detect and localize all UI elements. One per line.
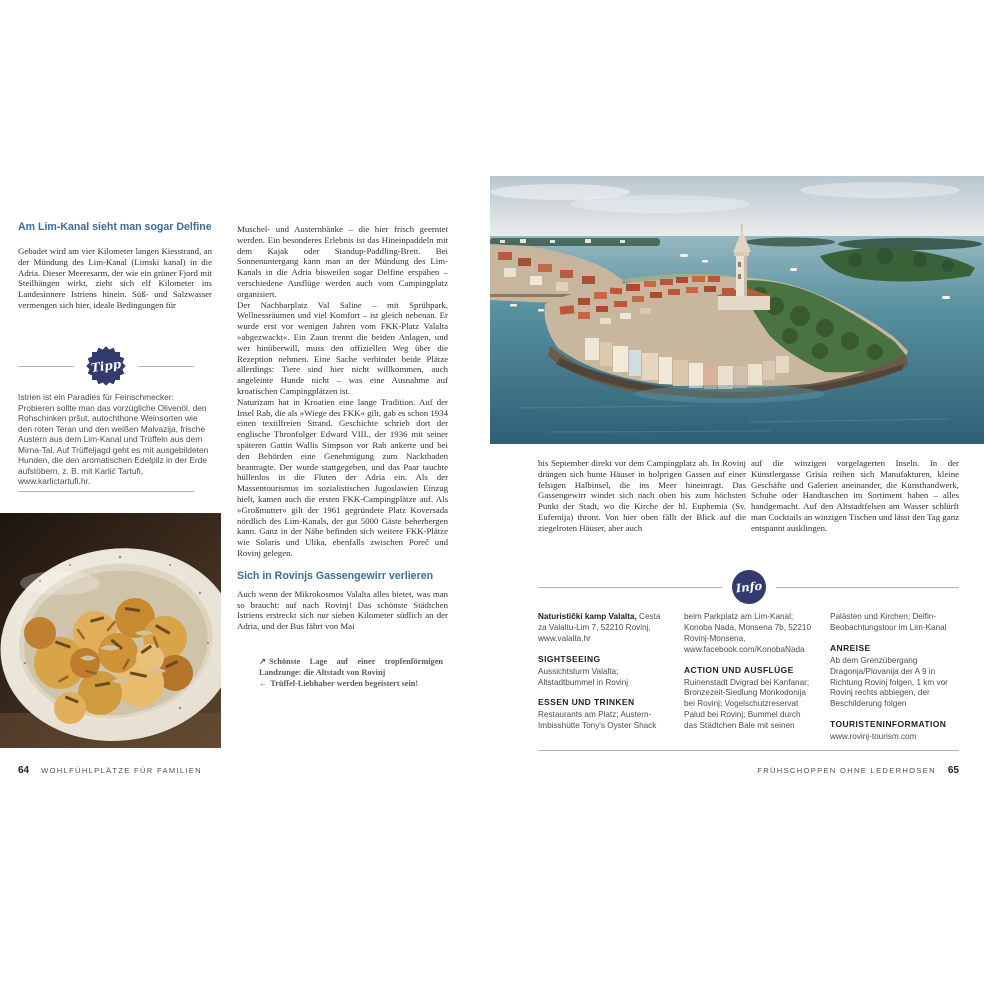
info-rule-left	[538, 587, 722, 588]
info-column-1	[538, 612, 666, 743]
info-rule-right	[776, 587, 960, 588]
body-paragraph: Auch wenn der Mikrokosmos Valalta alles bietet, was man so braucht: auf nach Rovinj! Das schönste Städtchen Istriens erstreckt sich nur sieben Kilometer südlich an der Adria, und der Bus fährt von Mai	[237, 588, 448, 632]
info-column-3	[830, 612, 958, 743]
intro-paragraph: Gebadet wird am vier Kilometer langen Kiesstrand, an der Mündung des Lim-Kanal (Limski kanal) in die Adria. Dieser Meeresarm, der wie ein grüner Fjord mit Steilhängen wirkt, zieht sich elf Kilometer ins Landesinnere Istriens hinein. Süß- und Salzwasser vermengen sich hier, ideale Bedingungen für	[18, 246, 212, 310]
running-title-left: WOHLFÜHLPLÄTZE FÜR FAMILIEN	[41, 766, 202, 775]
right-column-2: auf die winzigen vorgelagerten Inseln. In der Künstlergasse Grisia reihen sich Manufakturen, kleine Geschäfte und Galerien aneinander, die Kunsthandwerk, Schuhe oder Handtaschen im Sortiment haben – alles handgemacht. Auf den Altstadtfelsen am Wasser schlürft man Cocktails an winzigen Tischen und lässt den Tag ganz entspannt ausklingen.	[751, 458, 959, 533]
info-badge	[730, 568, 767, 605]
tip-rule-right	[138, 366, 194, 367]
page-number-right: 65	[947, 765, 959, 776]
info-badge-label: Info	[734, 578, 763, 596]
info-body-touristeninformation: www.rovinj-tourism.com	[830, 732, 917, 742]
section-heading-rovinj: Sich in Rovinjs Gassengewirr verlieren	[237, 569, 434, 582]
arrow-up-right-icon: ↗	[259, 656, 266, 666]
info-heading-essen: ESSEN UND TRINKEN	[538, 697, 635, 708]
info-body-action-cont: Palästen und Kirchen; Delfin-Beobachtungstour im Lim-Kanal	[830, 612, 947, 632]
footer-left	[18, 765, 202, 776]
info-body-anreise: Ab dem Grenzübergang Dragonja/Plovanija der A 9 in Richtung Rovinj folgen, 1 km vor Rovinj rechts abbiegen, der Beschilderung folgen	[830, 655, 948, 709]
footer-right	[538, 765, 959, 776]
camp-name: Naturistički kamp Valalta,	[538, 612, 637, 621]
info-body-essen-cont: beim Parkplatz am Lim-Kanal; Konoba Nada, Monsena 7b, 52210 Rovinj-Monsena, www.facebook.com/KonobaNada	[684, 612, 812, 654]
right-column-1: bis September direkt vor dem Campingplatz ab. In Rovinj drängen sich bunte Häuser in holprigen Gassen auf einer felsigen Halbinsel, die ins Meer hineinragt. Das Gassengewirr windet sich nach oben bis zum höchsten Punkt der Stadt, wo die Kirche der hl. Euphemia (Sv. Eufemija) thront. Von hier oben fällt der Blick auf die ziegelroten Häuser, aber auch	[538, 458, 746, 533]
caption-truffle: ← Trüffel-Liebhaber werden begeistert sein!	[259, 679, 419, 689]
arrow-left-icon: ←	[259, 679, 268, 689]
body-paragraph: Muschel- und Austernbänke – die hier frisch geerntet werden. Ein besonderes Erlebnis ist das Hineinpaddeln mit dem Kajak oder Standup-Paddling-Brett. Bei Sonnenuntergang kann man an der Mündung des Lim-Kanals in die Adria bisweilen sogar Delfine erspähen – verschiedene Ausflüge werden auch vom Campingplatz organisiert.	[237, 224, 448, 299]
info-column-2	[684, 612, 812, 743]
rovinj-aerial-photo	[490, 176, 984, 444]
info-heading-anreise: ANREISE	[830, 642, 871, 653]
info-body-sightseeing: Aussichtsturm Valalta; Altstadtbummel in Rovinj	[538, 666, 629, 687]
tip-header	[18, 344, 194, 388]
tip-text: Istrien ist ein Paradies für Feinschmecker: Probieren sollte man das vorzügliche Olivenöl, den Rohschinken pršut, autochthone Weinsorten wie den roten Teran und den weißen Malvazija, frische Austern aus dem Lim-Kanal und Trüffeln aus dem Mirna-Tal. Auf Trüffeljagd geht es mit ausgebildeten Hunden, die den aromatischen Edelpilz in der Erde aufstöbern, z. B. mit Karlić Tartufi, www.karlictartufi.hr.	[18, 392, 209, 486]
body-paragraph: Der Nachbarplatz Val Saline – mit Sprühpark, Wellnessräumen und viel Komfort – ist gleich nebenan. Er wurde erst vor wenigen Jahren vom FKK-Platz Valalta »abgezwackt«. Ein Zaun trennt die beiden Anlagen, und wer hinüberwill, muss den offiziellen Weg über die Rezeption nehmen. Eine Sache verbindet beide Plätze allerdings: Tiere sind hier nicht willkommen, auch angeleinte Hunde nicht – was eine Ausnahme auf kroatischen Campingplätzen ist.	[237, 299, 448, 396]
info-rule-bottom	[538, 750, 959, 751]
tip-badge-label: Tipp	[90, 356, 122, 376]
body-paragraph: Naturizam hat in Kroatien eine lange Tradition. Auf der Insel Rab, die als »Wiege des FKK« gilt, gab es schon 1934 einen textilfreien Strand. Geschichte schrieb dort der englische Thronfolger Edward VIII., der 1936 mit seiner späteren Gattin Wallis Simpson vor Rab ankerte und bei den Behörden eine Genehmigung zum Nacktbaden beantragte. Der wurde stattgegeben, und das Paar tauchte hüllenlos in die Fluten der Adria ein. Als der Massentourismus im sozialistischen Jugoslawien Einzug hielt, kamen auch die ersten FKK-Campingplätze auf. Als »Großmutter« gilt der 1961 gegründete Platz Koversada nördlich des Lim-Kanals, der gut 5000 Gäste beherbergen kann. Ganz in der Nähe befinden sich weitere FKK-Plätze wie Solaris und Ulika, ebenfalls zwischen Poreč und Rovinj gelegen.	[237, 396, 448, 558]
section-heading-lim-kanal: Am Lim-Kanal sieht man sogar Delfine	[18, 221, 212, 233]
info-section	[538, 612, 959, 743]
info-body-essen: Restaurants am Platz; Austern-Imbisshütte Tony's Oyster Shack	[538, 710, 657, 731]
info-header	[538, 570, 959, 604]
info-heading-sightseeing: SIGHTSEEING	[538, 653, 601, 664]
info-body-action: Ruinenstadt Dvigrad bei Kanfanar; Bronzezeit-Siedlung Monkodonija bei Rovinj; Vogelschutzreservat Palud bei Rovinj; Bummel durch das Städtchen Bale mit seinen	[684, 677, 810, 731]
photo-captions	[259, 656, 443, 690]
info-heading-action: ACTION UND AUSFLÜGE	[684, 664, 794, 675]
caption-rovinj: ↗ Schönste Lage auf einer tropfenförmigen Landzunge: die Altstadt von Rovinj	[259, 656, 443, 678]
tip-badge	[84, 344, 128, 388]
tip-rule-left	[18, 366, 74, 367]
tip-rule-bottom	[18, 491, 194, 492]
middle-column	[237, 224, 448, 690]
truffle-pasta-photo	[0, 513, 221, 748]
running-title-right: FRÜHSCHOPPEN OHNE LEDERHOSEN	[757, 766, 936, 775]
page-number-left: 64	[18, 765, 30, 776]
info-heading-touristeninformation: TOURISTENINFORMATION	[830, 719, 947, 730]
info-address: Naturistički kamp Valalta, Cesta za Valaltu-Lim 7, 52210 Rovinj, www.valalta.hr	[538, 612, 661, 643]
